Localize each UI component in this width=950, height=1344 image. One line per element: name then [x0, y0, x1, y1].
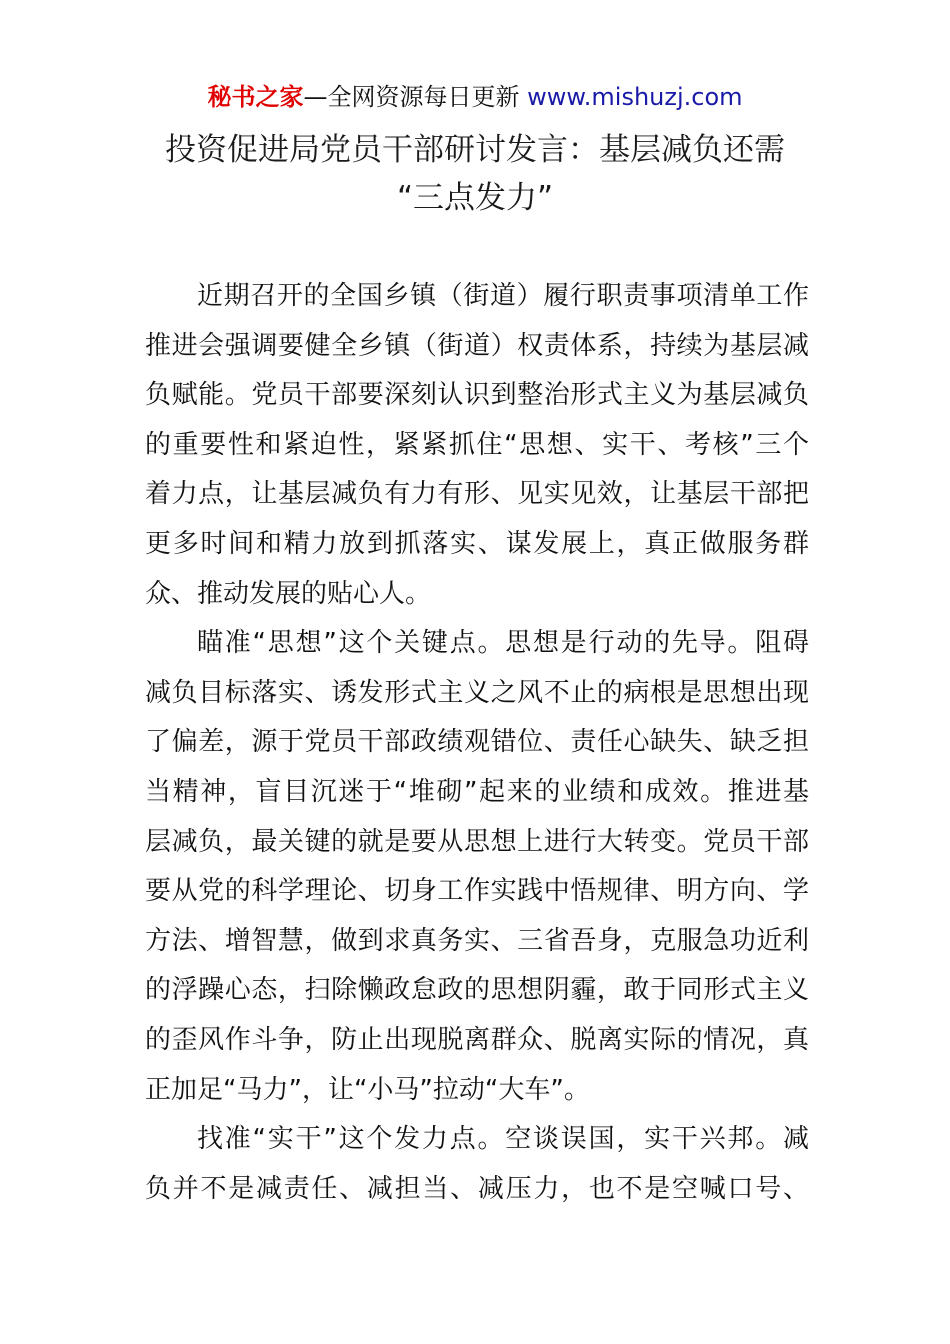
body-line: 近期召开的全国乡镇（街道）履行职责事项清单工作: [197, 281, 809, 311]
body-line: 方法、增智慧，做到求真务实、三省吾身，克服急功近利: [145, 925, 809, 956]
body-line: 了偏差，源于党员干部政绩观错位、责任心缺失、缺乏担: [145, 727, 809, 758]
body-line: 的歪风作斗争，防止出现脱离群众、脱离实际的情况，真: [145, 1024, 809, 1055]
body-line: 瞄准“思想”这个关键点。思想是行动的先导。阻碍: [197, 628, 809, 659]
title-line-2: “三点发力”: [396, 180, 554, 216]
body-line: 负赋能。党员干部要深刻认识到整治形式主义为基层减负: [145, 380, 809, 411]
site-brand: 秘书之家: [207, 83, 304, 111]
body-line: 更多时间和精力放到抓落实、谋发展上，真正做服务群: [145, 528, 809, 559]
body-line: 众、推动发展的贴心人。: [145, 578, 432, 609]
body-line: 着力点，让基层减负有力有形、见实见效，让基层干部把: [145, 479, 809, 510]
site-tagline: —全网资源每日更新: [303, 83, 520, 111]
body-line: 的重要性和紧迫性，紧紧抓住“思想、实干、考核”三个: [145, 429, 809, 460]
body-line: 负并不是减责任、减担当、减压力，也不是空喊口号、: [145, 1173, 809, 1204]
body-line: 要从党的科学理论、切身工作实践中悟规律、明方向、学: [145, 876, 809, 907]
body-line: 正加足“马力”，让“小马”拉动“大车”。: [145, 1074, 590, 1105]
body-line: 的浮躁心态，扫除懒政怠政的思想阴霾，敢于同形式主义: [145, 975, 809, 1006]
site-header: [0, 80, 950, 114]
document-body: [145, 272, 809, 1214]
title-line-1: 投资促进局党员干部研讨发言：基层减负还需: [165, 132, 785, 168]
body-line: 找准“实干”这个发力点。空谈误国，实干兴邦。减: [197, 1124, 809, 1155]
body-line: 推进会强调要健全乡镇（街道）权责体系，持续为基层减: [145, 330, 809, 361]
body-line: 减负目标落实、诱发形式主义之风不止的病根是思想出现: [145, 677, 809, 708]
site-url: www.mishuzj.com: [527, 83, 743, 111]
body-line: 层减负，最关键的就是要从思想上进行大转变。党员干部: [145, 826, 809, 857]
document-title: [100, 126, 850, 222]
body-line: 当精神，盲目沉迷于“堆砌”起来的业绩和成效。推进基: [145, 776, 809, 807]
